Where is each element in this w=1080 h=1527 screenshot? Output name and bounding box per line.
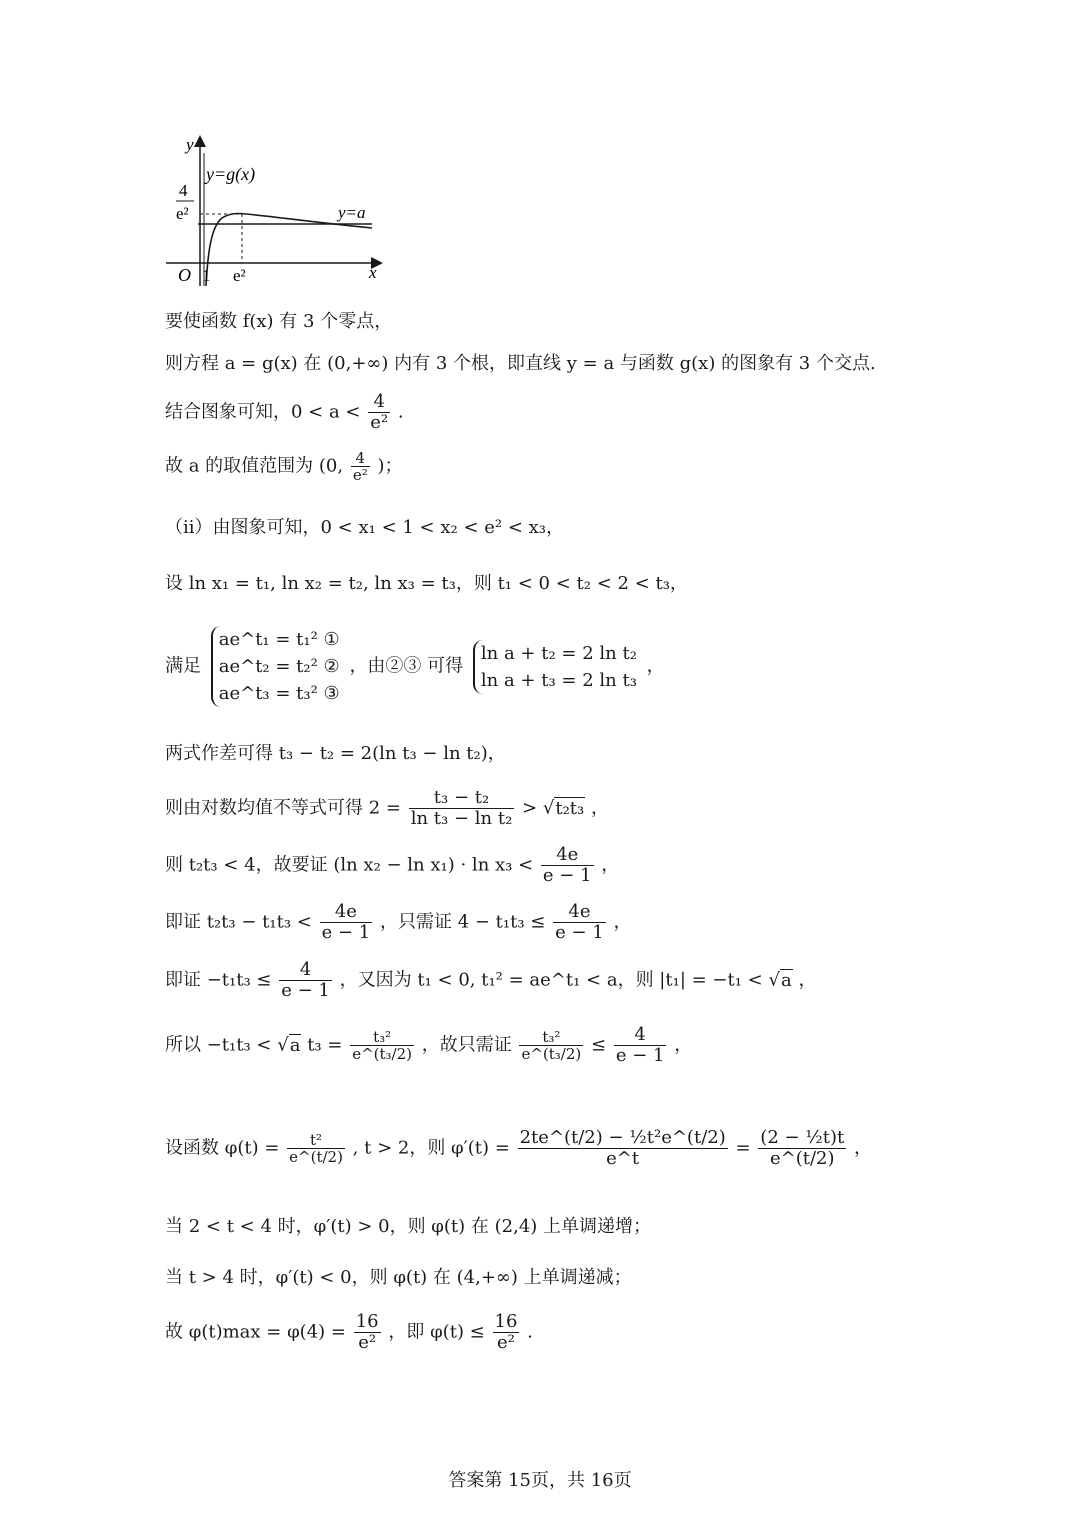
l10-pre: 则 t₂t₃ < 4，故要证 (ln x₂ − ln x₁) · ln x₃ < bbox=[165, 854, 534, 876]
text-line-12 bbox=[165, 960, 816, 1001]
system-2 bbox=[473, 640, 637, 694]
text-line-8: 两式作差可得 t₃ − t₂ = 2(ln t₃ − ln t₂)， bbox=[165, 743, 506, 764]
l13-mid3: ≤ bbox=[591, 1034, 607, 1056]
l12-post: ， bbox=[798, 969, 817, 991]
l3-fraction bbox=[368, 392, 390, 433]
l14-eq: = bbox=[735, 1137, 751, 1159]
l14-pre: 设函数 φ(t) = bbox=[165, 1137, 280, 1159]
origin-label: O bbox=[178, 265, 191, 285]
y-tick-num: 4 bbox=[179, 181, 188, 200]
l10-post: ， bbox=[601, 854, 620, 876]
l3-pre: 结合图象可知，0 < a < bbox=[165, 401, 361, 423]
l17-mid: ，即 φ(t) ≤ bbox=[388, 1321, 485, 1343]
function-graph bbox=[160, 128, 390, 288]
l17-fraction-2 bbox=[493, 1312, 520, 1353]
l13-num3: 4 bbox=[614, 1025, 667, 1046]
l11-den2: e − 1 bbox=[555, 922, 604, 943]
l13-fraction-1 bbox=[350, 1029, 414, 1062]
x-tick-e2: e² bbox=[233, 266, 246, 285]
l13-num2: t₃² bbox=[519, 1029, 583, 1046]
l13-post: ， bbox=[674, 1034, 693, 1056]
l13-den3: e − 1 bbox=[615, 1045, 665, 1066]
l10-fraction bbox=[541, 845, 594, 886]
text-line-4 bbox=[165, 450, 402, 483]
l14-fraction-1 bbox=[287, 1132, 345, 1165]
text-line-10 bbox=[165, 845, 619, 886]
l10-num: 4e bbox=[541, 845, 594, 866]
l13-sqrt: a bbox=[289, 1034, 301, 1056]
l4-fraction bbox=[351, 450, 370, 483]
x-tick-1: 1 bbox=[202, 266, 211, 285]
l14-num: t² bbox=[287, 1132, 345, 1149]
text-line-7 bbox=[165, 626, 665, 707]
sys1-row-3: ae^t₃ = t₃² ③ bbox=[218, 683, 340, 704]
l13-mid1: t₃ = bbox=[307, 1034, 343, 1056]
l17-num: 16 bbox=[355, 1311, 379, 1332]
l13-den: e^(t₃/2) bbox=[352, 1045, 412, 1063]
text-line-16: 当 t > 4 时，φ′(t) < 0，则 φ(t) 在 (4,+∞) 上单调递减； bbox=[165, 1267, 632, 1288]
text-line-13 bbox=[165, 1025, 692, 1066]
l11-mid: ，只需证 4 − t₁t₃ ≤ bbox=[379, 911, 546, 933]
l12-sqrt-sign: √ bbox=[768, 969, 780, 991]
l9-post: ， bbox=[590, 797, 609, 819]
l11-den: e − 1 bbox=[321, 922, 371, 943]
l9-fraction bbox=[409, 788, 515, 829]
l11-num: 4e bbox=[320, 902, 373, 923]
l12-fraction bbox=[279, 960, 332, 1001]
l7-post: ， bbox=[646, 655, 665, 677]
l3-den: e² bbox=[370, 412, 389, 433]
l13-fraction-3 bbox=[614, 1025, 667, 1066]
l13-pre: 所以 −t₁t₃ < bbox=[165, 1034, 272, 1056]
l14-post: ， bbox=[853, 1137, 872, 1159]
l12-sqrt: a bbox=[780, 969, 792, 991]
l9-den: ln t₃ − ln t₂ bbox=[410, 808, 513, 829]
l17-fraction-1 bbox=[354, 1312, 381, 1353]
text-line-15: 当 2 < t < 4 时，φ′(t) > 0，则 φ(t) 在 (2,4) 上单调递增； bbox=[165, 1216, 652, 1237]
line-label: y=a bbox=[338, 203, 366, 222]
x-axis-label: x bbox=[369, 263, 377, 282]
l9-pre: 则由对数均值不等式可得 2 = bbox=[165, 797, 401, 819]
l13-sqrt-sign: √ bbox=[277, 1034, 289, 1056]
l11-num2: 4e bbox=[553, 902, 606, 923]
text-line-17 bbox=[165, 1312, 533, 1353]
text-line-3 bbox=[165, 392, 404, 433]
l9-sqrt-sign: √ bbox=[542, 797, 555, 819]
l7-pre: 满足 bbox=[165, 655, 201, 677]
l14-num3: (2 − ½t)t bbox=[760, 1127, 845, 1148]
l11-fraction-2 bbox=[553, 902, 606, 943]
l17-num2: 16 bbox=[494, 1311, 518, 1332]
text-line-14 bbox=[165, 1128, 872, 1169]
y-tick-den: e² bbox=[176, 204, 189, 223]
l12-num: 4 bbox=[279, 960, 332, 981]
text-line-5: （ii）由图象可知，0 < x₁ < 1 < x₂ < e² < x₃， bbox=[165, 517, 565, 538]
y-axis-label: y bbox=[186, 135, 194, 154]
l3-post: . bbox=[397, 401, 404, 423]
l3-num: 4 bbox=[368, 392, 390, 413]
l17-post: . bbox=[527, 1321, 533, 1343]
l14-mid: , t > 2，则 φ′(t) = bbox=[352, 1137, 510, 1159]
l12-mid: ，又因为 t₁ < 0, t₁² = ae^t₁ < a，则 |t₁| = −t₁ < bbox=[339, 969, 763, 991]
l4-den: e² bbox=[352, 466, 368, 484]
l9-num: t₃ − t₂ bbox=[409, 788, 515, 809]
l12-den: e − 1 bbox=[281, 980, 330, 1001]
l13-mid2: ，故只需证 bbox=[421, 1034, 512, 1056]
text-line-1: 要使函数 f(x) 有 3 个零点， bbox=[165, 311, 393, 332]
l14-den: e^(t/2) bbox=[289, 1148, 343, 1166]
l9-sqrt: t₂t₃ bbox=[555, 797, 585, 819]
l11-post: ， bbox=[613, 911, 632, 933]
l9-gt: > bbox=[522, 797, 538, 819]
l4-num: 4 bbox=[351, 450, 370, 467]
text-line-2: 则方程 a = g(x) 在 (0,+∞) 内有 3 个根，即直线 y = a 与函数 g(x) 的图象有 3 个交点. bbox=[165, 353, 876, 374]
l13-num: t₃² bbox=[350, 1029, 414, 1046]
page-footer: 答案第 15页，共 16页 bbox=[448, 1470, 632, 1491]
l17-den2: e² bbox=[497, 1332, 515, 1353]
l4-pre: 故 a 的取值范围为 (0, bbox=[165, 455, 344, 477]
sys2-row-2: ln a + t₃ = 2 ln t₃ bbox=[480, 669, 637, 691]
text-line-9 bbox=[165, 788, 609, 829]
l12-pre: 即证 −t₁t₃ ≤ bbox=[165, 969, 272, 991]
l11-fraction-1 bbox=[320, 902, 373, 943]
l11-pre: 即证 t₂t₃ − t₁t₃ < bbox=[165, 911, 312, 933]
sys1-row-1: ae^t₁ = t₁² ① bbox=[218, 629, 340, 650]
l7-mid: ，由②③ 可得 bbox=[349, 655, 464, 677]
l14-den3: e^(t/2) bbox=[770, 1148, 835, 1169]
text-line-11 bbox=[165, 902, 631, 943]
system-1 bbox=[211, 626, 340, 707]
l14-fraction-2 bbox=[518, 1128, 728, 1169]
l17-pre: 故 φ(t)max = φ(4) = bbox=[165, 1321, 346, 1343]
l10-den: e − 1 bbox=[542, 865, 592, 886]
l17-den: e² bbox=[358, 1332, 377, 1353]
l13-den2: e^(t₃/2) bbox=[521, 1045, 582, 1063]
l13-fraction-2 bbox=[519, 1029, 583, 1062]
l14-fraction-3 bbox=[758, 1128, 846, 1169]
sys2-row-1: ln a + t₂ = 2 ln t₂ bbox=[480, 642, 637, 664]
l14-den2: e^t bbox=[606, 1148, 640, 1169]
l4-post: )； bbox=[377, 455, 403, 477]
sys1-row-2: ae^t₂ = t₂² ② bbox=[218, 656, 340, 677]
l14-num2: 2te^(t/2) − ½t²e^(t/2) bbox=[519, 1127, 726, 1148]
curve-label: y=g(x) bbox=[206, 164, 256, 184]
text-line-6: 设 ln x₁ = t₁, ln x₂ = t₂, ln x₃ = t₃，则 t₁ < 0 < t₂ < 2 < t₃， bbox=[165, 573, 688, 594]
